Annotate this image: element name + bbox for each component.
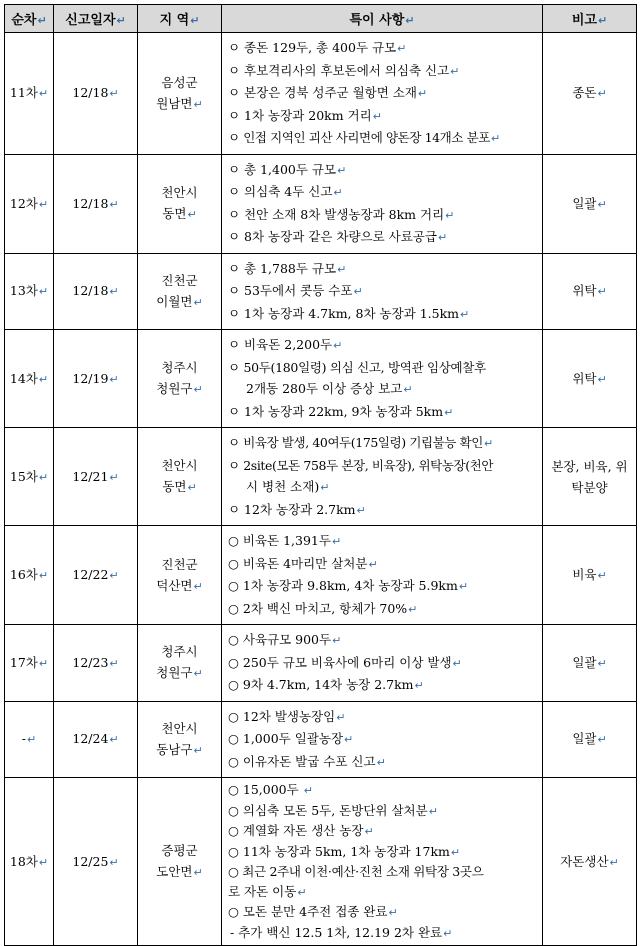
note-line: ○ 의심축 모돈 5두, 돈방단위 살처분↵: [228, 802, 438, 818]
remark-cell: 일괄↵: [543, 625, 637, 702]
region-cell: 진천군 이월면↵: [138, 253, 222, 330]
table-row: [5, 778, 637, 946]
note-line: ㅇ 1차 농장과 20km 거리↵: [228, 107, 382, 123]
note-line: ○ 2차 백신 마치고, 항체가 70%↵: [228, 600, 418, 616]
note-line: ○ 이유자돈 발굽 수포 신고↵: [228, 753, 386, 769]
note-line: ○ 최근 2주내 이천·예산·진천 소재 위탁장 3곳으: [228, 864, 484, 879]
table-row: [5, 154, 637, 253]
date-cell: 12/22↵: [54, 526, 138, 625]
table-row: [5, 701, 637, 778]
seq-cell: 11차↵: [5, 33, 54, 155]
seq-cell: 16차↵: [5, 526, 54, 625]
note-line: ㅇ 50두(180일령) 의심 신고, 방역관 임상예찰후: [228, 359, 486, 375]
note-line-continued: 로 자돈 이동↵: [228, 883, 307, 899]
remark-cell: 위탁↵: [543, 330, 637, 428]
seq-cell: 12차↵: [5, 154, 54, 253]
notes-cell: [222, 778, 543, 946]
header-notes: 특이 사항↵: [222, 5, 543, 33]
region-cell: 청주시 청원구↵: [138, 625, 222, 702]
header-seq: 순차↵: [5, 5, 54, 33]
note-line: ㅇ 2site(모돈 758두 본장, 비육장), 위탁농장(천안: [228, 457, 494, 473]
date-cell: 12/23↵: [54, 625, 138, 702]
notes-cell: [222, 625, 543, 702]
note-line: ○ 비육돈 4마리만 살처분↵: [228, 555, 378, 571]
notes-cell: [222, 154, 543, 253]
note-line: ○ 250두 규모 비육사에 6마리 이상 발생↵: [228, 654, 462, 670]
note-line: ㅇ 의심축 4두 신고↵: [228, 184, 343, 199]
region-cell: 음성군 원남면↵: [138, 33, 222, 155]
region-cell: 증평군 도안면↵: [138, 778, 222, 946]
notes-cell: [222, 330, 543, 428]
notes-cell: [222, 253, 543, 330]
region-cell: 천안시 동면↵: [138, 154, 222, 253]
header-region: 지 역↵: [138, 5, 222, 33]
seq-cell: 17차↵: [5, 625, 54, 702]
notes-cell: [222, 701, 543, 778]
note-line: ○ 15,000두 ↵: [228, 782, 313, 797]
remark-cell: 자돈생산↵: [543, 778, 637, 946]
note-line: ㅇ 12차 농장과 2.7km↵: [228, 501, 366, 517]
note-line: ㅇ 후보격리사의 후보돈에서 의심축 신고↵: [228, 62, 460, 78]
table-row: [5, 625, 637, 702]
note-line: ㅇ 총 1,788두 규모↵: [228, 260, 347, 276]
header-date: 신고일자↵: [54, 5, 138, 33]
remark-cell: 본장, 비육, 위탁분양: [543, 428, 637, 526]
note-line: ○ 11차 농장과 5km, 1차 농장과 17km↵: [228, 843, 461, 859]
note-line: ㅇ 천안 소재 8차 발생농장과 8km 거리↵: [228, 206, 455, 222]
date-cell: 12/19↵: [54, 330, 138, 428]
note-line: ㅇ 8차 농장과 같은 차량으로 사료공급↵: [228, 229, 448, 244]
remark-cell: 일괄↵: [543, 701, 637, 778]
remark-cell: 위탁↵: [543, 253, 637, 330]
note-line: ㅇ 본장은 경북 성주군 월항면 소재↵: [228, 85, 428, 100]
region-cell: 청주시 청원구↵: [138, 330, 222, 428]
note-line: ○ 12차 발생농장임↵: [228, 708, 346, 724]
note-line: ○ 사육규모 900두↵: [228, 632, 342, 647]
note-line: ㅇ 1차 농장과 22km, 9차 농장과 5km↵: [228, 403, 454, 419]
seq-cell: 15차↵: [5, 428, 54, 526]
header-row: [5, 5, 637, 33]
region-cell: 천안시 동면↵: [138, 428, 222, 526]
remark-cell: 비육↵: [543, 526, 637, 625]
note-line-continued: 시 병천 소재)↵: [246, 479, 330, 494]
note-line: ○ 비육돈 1,391두↵: [228, 533, 342, 548]
note-line: ○ 1,000두 일괄농장↵: [228, 731, 354, 746]
date-cell: 12/18↵: [54, 253, 138, 330]
notes-cell: [222, 526, 543, 625]
table-row: [5, 428, 637, 526]
date-cell: 12/18↵: [54, 33, 138, 155]
note-line: ○ 9차 4.7km, 14차 농장 2.7km↵: [228, 677, 424, 692]
note-line: ㅇ 비육돈 2,200두↵: [228, 337, 343, 352]
note-line: ○ 1차 농장과 9.8km, 4차 농장과 5.9km↵: [228, 578, 469, 593]
table-row: [5, 33, 637, 155]
note-line: ㅇ 비육장 발생, 40여두(175일령) 기립불능 확인↵: [228, 435, 493, 450]
note-line: ○ 계열화 자돈 생산 농장↵: [228, 823, 374, 838]
table-row: [5, 253, 637, 330]
note-line: - 추가 백신 12.5 1차, 12.19 2차 완료↵: [230, 924, 453, 940]
remark-cell: 일괄↵: [543, 154, 637, 253]
seq-cell: 14차↵: [5, 330, 54, 428]
date-cell: 12/18↵: [54, 154, 138, 253]
header-remark: 비고↵: [543, 5, 637, 33]
table-row: [5, 330, 637, 428]
seq-cell: 13차↵: [5, 253, 54, 330]
notes-cell: [222, 33, 543, 155]
note-line: ㅇ 종돈 129두, 총 400두 규모↵: [228, 40, 407, 55]
outbreak-table: [4, 4, 637, 946]
seq-cell: 18차↵: [5, 778, 54, 946]
outbreak-table-wrapper: [4, 4, 637, 946]
date-cell: 12/24↵: [54, 701, 138, 778]
note-line: ㅇ 53두에서 콧등 수포↵: [228, 283, 363, 298]
table-row: [5, 526, 637, 625]
note-line: ○ 모돈 분만 4주전 접종 완료↵: [228, 904, 398, 919]
remark-cell: 종돈↵: [543, 33, 637, 155]
note-line: ㅇ 1차 농장과 4.7km, 8차 농장과 1.5km↵: [228, 305, 470, 321]
note-line-continued: 2개동 280두 이상 증상 보고↵: [246, 381, 413, 396]
date-cell: 12/25↵: [54, 778, 138, 946]
note-line: ㅇ 인접 지역인 괴산 사리면에 양돈장 14개소 분포↵: [228, 130, 500, 145]
date-cell: 12/21↵: [54, 428, 138, 526]
region-cell: 진천군 덕산면↵: [138, 526, 222, 625]
region-cell: 천안시 동남구↵: [138, 701, 222, 778]
notes-cell: [222, 428, 543, 526]
seq-cell: -↵: [5, 701, 54, 778]
note-line: ㅇ 총 1,400두 규모↵: [228, 161, 347, 177]
